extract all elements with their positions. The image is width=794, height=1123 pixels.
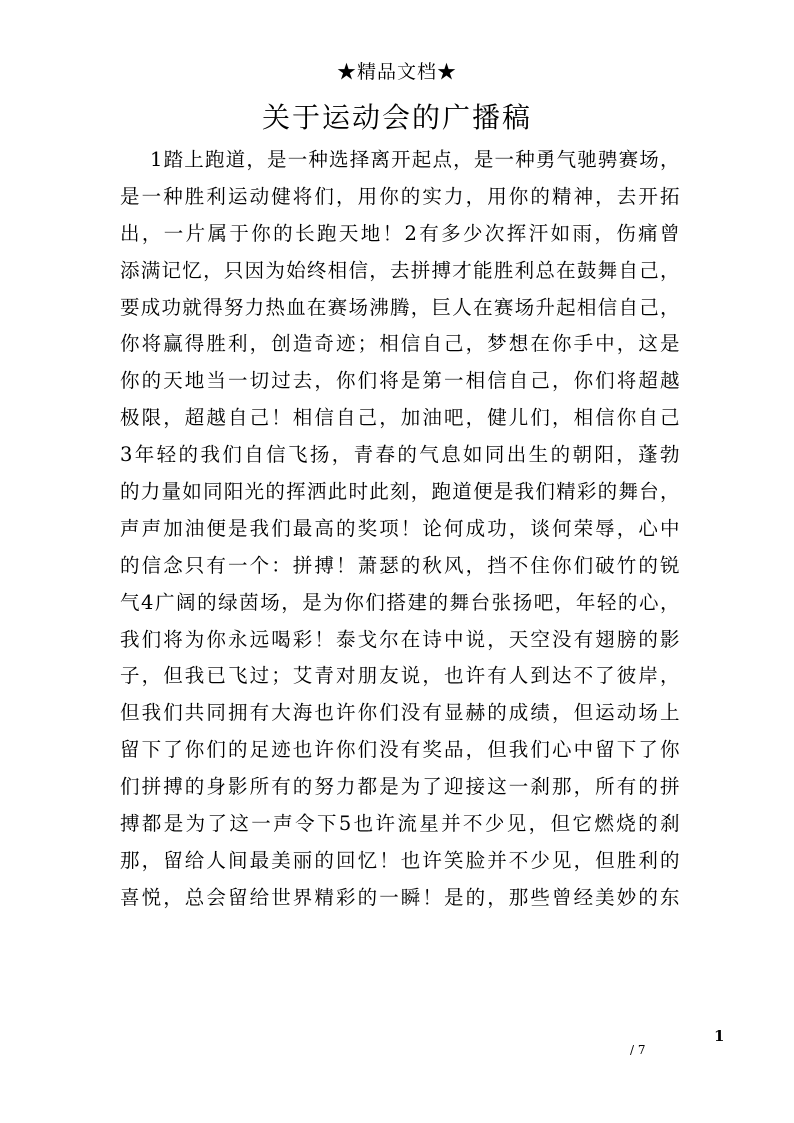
body-line: 的力量如同阳光的挥洒此时此刻，跑道便是我们精彩的舞台， (120, 480, 680, 504)
document-body (120, 148, 680, 923)
body-line: 留下了你们的足迹也许你们没有奖品，但我们心中留下了你 (120, 738, 680, 762)
document-title: 关于运动会的广播稿 (261, 101, 532, 134)
body-line: 你的天地当一切过去，你们将是第一相信自己，你们将超越 (120, 369, 680, 393)
document-header-label: ★精品文档★ (336, 61, 457, 83)
body-line: 要成功就得努力热血在赛场沸腾，巨人在赛场升起相信自己， (120, 295, 680, 319)
body-line: 添满记忆，只因为始终相信，去拼搏才能胜利总在鼓舞自己， (120, 258, 680, 282)
page-number: 1 (714, 1027, 725, 1045)
page-total: / 7 (630, 1043, 646, 1057)
body-line: 我们将为你永远喝彩！泰戈尔在诗中说，天空没有翅膀的影 (120, 627, 680, 651)
body-line: 子，但我已飞过；艾青对朋友说，也许有人到达不了彼岸， (120, 664, 680, 688)
body-line: 那，留给人间最美丽的回忆！也许笑脸并不少见，但胜利的 (120, 848, 680, 872)
body-line: 声声加油便是我们最高的奖项！论何成功，谈何荣辱，心中 (120, 516, 680, 540)
body-line: 出，一片属于你的长跑天地！2有多少次挥汗如雨，伤痛曾 (120, 221, 680, 245)
body-line: 你将赢得胜利，创造奇迹；相信自己，梦想在你手中，这是 (120, 332, 680, 356)
body-line: 1踏上跑道，是一种选择离开起点，是一种勇气驰骋赛场， (150, 148, 680, 171)
body-line: 的信念只有一个：拼搏！萧瑟的秋风，挡不住你们破竹的锐 (120, 553, 680, 577)
body-line: 搏都是为了这一声令下5也许流星并不少见，但它燃烧的刹 (120, 812, 680, 836)
body-line: 3年轻的我们自信飞扬，青春的气息如同出生的朝阳，蓬勃 (120, 443, 680, 467)
body-line: 气4广阔的绿茵场，是为你们搭建的舞台张扬吧，年轻的心， (120, 590, 680, 614)
body-line: 喜悦，总会留给世界精彩的一瞬！是的，那些曾经美妙的东 (120, 885, 680, 909)
body-line: 是一种胜利运动健将们，用你的实力，用你的精神，去开拓 (120, 184, 680, 208)
body-line: 极限，超越自己！相信自己，加油吧，健儿们，相信你自己 (120, 406, 680, 430)
body-line: 们拼搏的身影所有的努力都是为了迎接这一刹那，所有的拼 (120, 775, 680, 799)
body-line: 但我们共同拥有大海也许你们没有显赫的成绩，但运动场上 (120, 701, 680, 725)
